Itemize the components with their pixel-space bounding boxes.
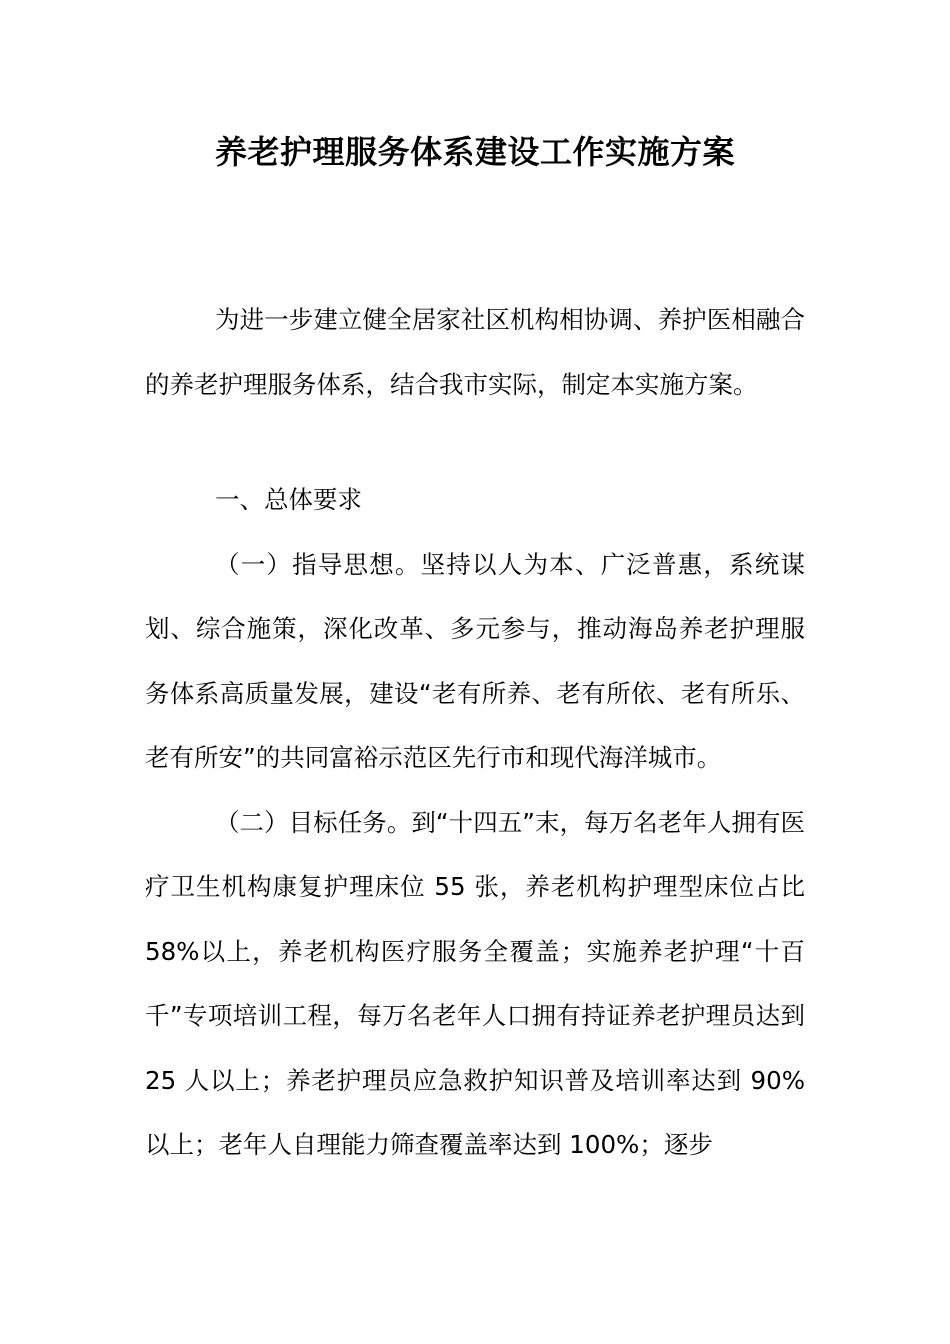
document-title: 养老护理服务体系建设工作实施方案: [214, 133, 735, 171]
intro-section: [145, 288, 805, 417]
paragraph-guiding-ideology: （一）指导思想。坚持以人为本、广泛普惠，系统谋划、综合施策，深化改革、多元参与，推动海岛养老护理服务体系高质量发展，建设“老有所养、老有所依、老有所乐、老有所安”的共同富裕示范区先行市和现代海洋城市。: [145, 549, 805, 772]
section-heading: 一、总体要求: [215, 485, 362, 514]
section-general-requirements: [145, 468, 805, 1178]
paragraph-target-tasks: （二）目标任务。到“十四五”末，每万名老年人拥有医疗卫生机构康复护理床位 55 张，养老机构护理型床位占比 58%以上，养老机构医疗服务全覆盖；实施养老护理“十百千”专项培训工程，每万名老年人口拥有持证养老护理员达到 25 人以上；养老护理员应急救护知识普及培训率达到 90%以上；老年人自理能力筛查覆盖率达到 100%；逐步: [145, 807, 805, 1159]
intro-paragraph: 为进一步建立健全居家社区机构相协调、养护医相融合的养老护理服务体系，结合我市实际，制定本实施方案。: [145, 305, 805, 399]
